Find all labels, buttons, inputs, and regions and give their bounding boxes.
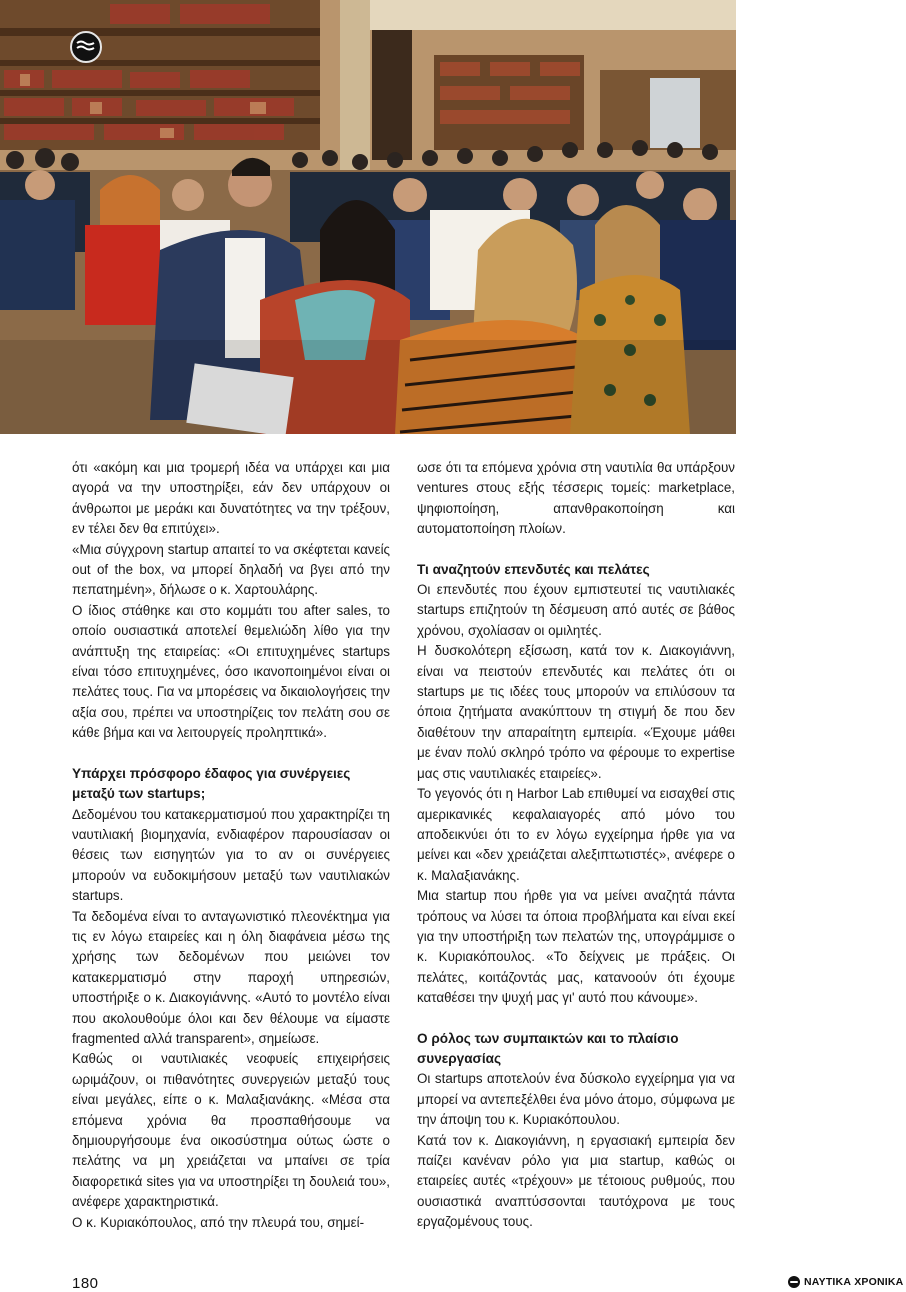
magazine-logo-icon xyxy=(70,31,102,63)
brand-name: ΝΑΥΤΙΚΑ ΧΡΟΝΙΚΑ xyxy=(804,1276,904,1288)
paragraph: Τα δεδομένα είναι το ανταγωνιστικό πλεονέκτημα για τις εν λόγω εταιρείες και η όλη διαφάνεια μέσω της χρήσης των δεδομένων που μειώνει τον κατακερματισμό στην παροχή υπηρεσιών, υποστήριξε ο κ. Διακογιάννης. «Αυτό το μοντέλο είναι που ακολουθούμε όλοι και δεν θέλουμε να είμαστε fragmented αλλά transparent», σημείωσε. xyxy=(72,908,390,1046)
paragraph: Ο κ. Κυριακόπουλος, από την πλευρά του, σημεί- xyxy=(72,1214,365,1230)
paragraph: Ο ίδιος στάθηκε και στο κομμάτι του after sales, το οποίο ουσιαστικά αποτελεί θεμελιώδη λίθο για την ανάπτυξη της εταιρείας: «Οι επιτυχημένες startups είναι τόσο επιτυχημένες, όσο ικανοποιημένοι είναι οι πελάτες τους. Για να μπορέσεις να δικαιολογήσεις την αξία σου, πρέπει να υποστηρίζεις τον πελάτη σου σε κάθε βήμα και να λειτουργείς προληπτικά». xyxy=(72,602,390,741)
brand-logo-icon xyxy=(788,1276,800,1288)
wave-icon xyxy=(76,39,96,53)
paragraph: Οι startups αποτελούν ένα δύσκολο εγχείρημα για να μπορεί να αντεπεξέλθει ένα μόνο άτομο, σύμφωνα με την άποψη του κ. Κυριακόπουλου. xyxy=(417,1071,735,1128)
section-heading: Υπάρχει πρόσφορο έδαφος για συνέργειες μεταξύ των startups; xyxy=(72,765,351,802)
paragraph: Το γεγονός ότι η Harbor Lab επιθυμεί να εισαχθεί στις αμερικανικές κεφαλαιαγορές από μόνο του αποδεικνύει ότι το εν λόγω εγχείρημα ήρθε για να μείνει και «δεν χρειάζεται αλεξιπτωτιστές», ανέφερε ο κ. Μαλαξιανάκης. xyxy=(417,786,735,883)
page-number: 180 xyxy=(72,1275,99,1292)
publication-brand xyxy=(788,1276,903,1288)
photo-illustration xyxy=(0,0,736,434)
paragraph: Οι επενδυτές που έχουν εμπιστευτεί τις ναυτιλιακές startups επιζητούν τη δέσμευση από αυτές σε βάθος χρόνου, σχολίασαν οι ομιλητές. xyxy=(417,582,735,638)
section-heading: Ο ρόλος των συμπαικτών και το πλαίσιο συνεργασίας xyxy=(417,1030,679,1066)
paragraph: Η δυσκολότερη εξίσωση, κατά τον κ. Διακογιάννη, είναι να πειστούν επενδυτές και πελάτες ότι οι startups με τις ιδέες τους μπορούν να επιλύσουν τα όποια ζητήματα ανακύπτουν τη στιγμή δε που δεν διαθέτουν την απαραίτητη εμπειρία. «Έχουμε μάθει με έναν πολύ σκληρό τρόπο να φέρουμε το expertise μας στις ναυτιλιακές εταιρείες». xyxy=(417,643,735,781)
article-column-left xyxy=(72,458,390,1233)
spacer xyxy=(417,540,735,560)
spacer xyxy=(72,744,390,764)
paragraph: ότι «ακόμη και μια τρομερή ιδέα να υπάρχει και μια αγορά να την υποστηρίξει, εάν δεν υπάρχουν οι άνθρωποι με μεράκι και δυνατότητες να την τρέξουν, εν τέλει δεν θα επιτύχει». xyxy=(72,460,390,537)
spacer xyxy=(417,1009,735,1029)
paragraph: Μια startup που ήρθε για να μείνει αναζητά πάντα τρόπους να λύσει τα όποια προβλήματα και είναι εκεί για την υποστήριξη των πελατών της, υπογράμμισε ο κ. Κυριακόπουλος. «Το δείχνεις με πράξεις. Οι πελάτες, κοιτάζοντάς μας, κατανοούν ότι έχουμε καταθέσει την ψυχή μας γι' αυτό που κάνουμε». xyxy=(417,888,735,1006)
paragraph: Καθώς οι ναυτιλιακές νεοφυείς επιχειρήσεις ωριμάζουν, οι πιθανότητες συνεργειών μεταξύ τους είναι μεγάλες, είπε ο κ. Μαλαξιανάκης. «Μέσα στα επόμενα χρόνια θα προσπαθήσουμε να δημιουργήσουμε ένα οικοσύστημα ούτως ώστε ο πελάτης να μη χρειάζεται να μπαίνει σε τρία διαφορετικά sites για να υποστηρίξει τη δουλειά του», ανέφερε χαρακτηριστικά. xyxy=(72,1051,390,1210)
article-column-right xyxy=(417,458,735,1233)
paragraph: Κατά τον κ. Διακογιάννη, η εργασιακή εμπειρία δεν παίζει κανέναν ρόλο για μια startup, καθώς οι εταιρείες αυτές «τρέχουν» με τέτοιους ρυθμούς, που ουσιαστικά αναπτύσσονται ταυτόχρονα με τους εργαζομένους τους. xyxy=(417,1132,735,1230)
paragraph: «Μια σύγχρονη startup απαιτεί το να σκέφτεται κανείς out of the box, να μπορεί δηλαδή να βγει από την πεπατημένη», δήλωσε ο κ. Χαρτουλάρης. xyxy=(72,541,390,598)
paragraph: Δεδομένου του κατακερματισμού που χαρακτηρίζει τη ναυτιλιακή βιομηχανία, ενδιαφέρον παρουσίασαν οι θέσεις των εισηγητών για το αν οι συνέργειες μπορούν να ευδοκιμήσουν μεταξύ των ναυτιλιακών startups. xyxy=(72,806,390,904)
conference-audience-photo xyxy=(0,0,736,434)
section-heading: Τι αναζητούν επενδυτές και πελάτες xyxy=(417,561,650,577)
paragraph: ωσε ότι τα επόμενα χρόνια στη ναυτιλία θα υπάρξουν ventures στους εξής τέσσερις τομείς: marketplace, ψηφιοποίηση, απανθρακοποίηση και αυτοματοποίηση πλοίων. xyxy=(417,460,735,537)
